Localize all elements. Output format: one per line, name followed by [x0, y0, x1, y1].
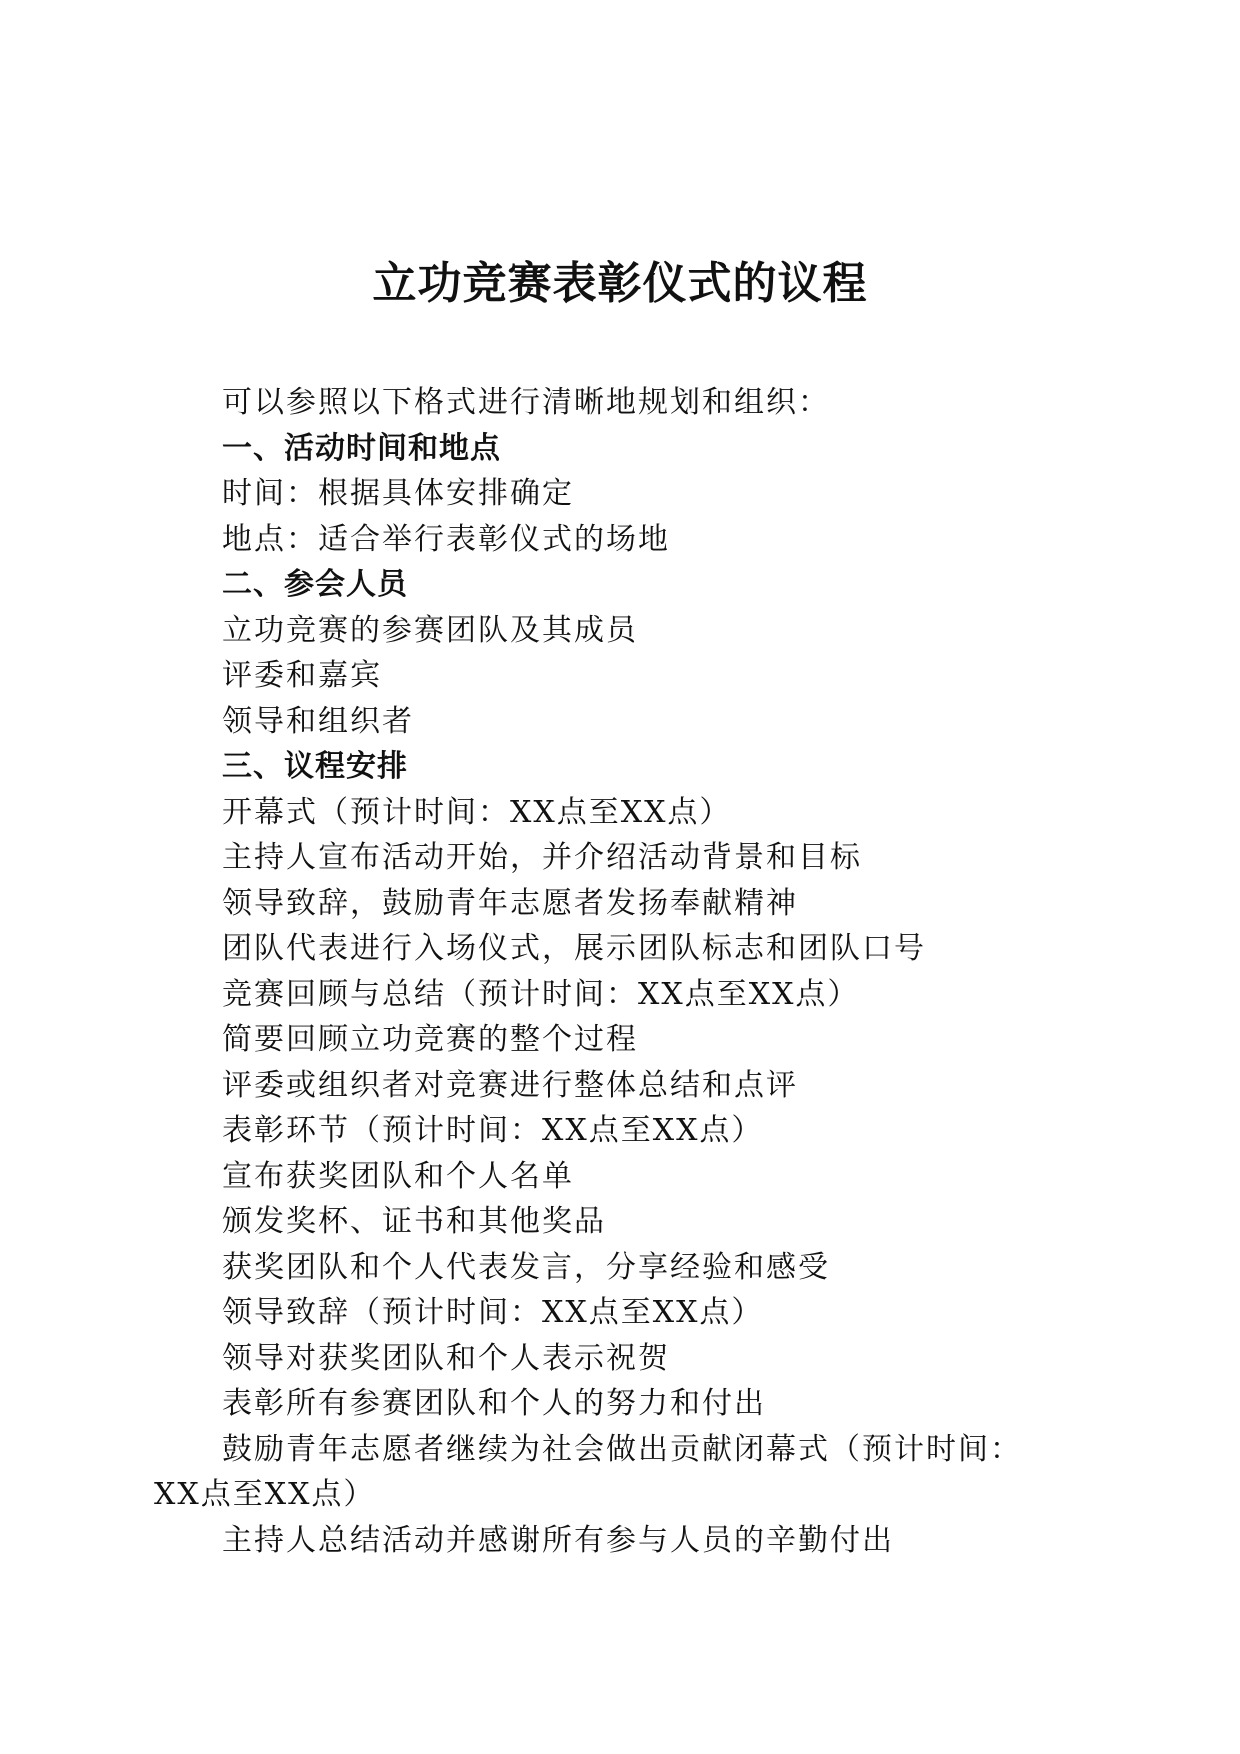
agenda-line: 开幕式（预计时间：XX点至XX点） — [222, 794, 732, 830]
wrapped-paragraph-continuation: XX点至XX点） — [154, 1477, 376, 1512]
section-heading: 三、议程安排 — [222, 749, 408, 784]
agenda-line: 评委和嘉宾 — [222, 658, 382, 693]
wrapped-paragraph — [154, 1427, 1054, 1518]
agenda-line: 竞赛回顾与总结（预计时间：XX点至XX点） — [222, 976, 860, 1012]
agenda-line: 领导致辞（预计时间：XX点至XX点） — [222, 1295, 764, 1330]
agenda-line: 领导对获奖团队和个人表示祝贺 — [222, 1340, 670, 1376]
agenda-line: 领导致辞，鼓励青年志愿者发扬奉献精神 — [222, 885, 798, 921]
agenda-line: 表彰所有参赛团队和个人的努力和付出 — [222, 1386, 766, 1421]
wrapped-paragraph-first-line: 鼓励青年志愿者继续为社会做出贡献闭幕式（预计时间： — [222, 1431, 1022, 1467]
agenda-line: 表彰环节（预计时间：XX点至XX点） — [222, 1113, 764, 1148]
agenda-line: 时间：根据具体安排确定 — [222, 476, 574, 511]
agenda-line: 地点：适合举行表彰仪式的场地 — [222, 521, 670, 557]
section-heading: 一、活动时间和地点 — [222, 430, 501, 466]
agenda-line: 团队代表进行入场仪式，展示团队标志和团队口号 — [222, 931, 926, 966]
agenda-lines — [154, 380, 1054, 1427]
agenda-line: 领导和组织者 — [222, 703, 414, 739]
agenda-line: 评委或组织者对竞赛进行整体总结和点评 — [222, 1067, 798, 1103]
document-title: 立功竞赛表彰仪式的议程 — [372, 258, 868, 309]
closing-line: 主持人总结活动并感谢所有参与人员的辛勤付出 — [222, 1522, 894, 1558]
agenda-line: 立功竞赛的参赛团队及其成员 — [222, 612, 638, 648]
document-body — [154, 380, 1054, 1563]
agenda-line: 主持人宣布活动开始，并介绍活动背景和目标 — [222, 840, 862, 875]
agenda-line: 获奖团队和个人代表发言，分享经验和感受 — [222, 1249, 830, 1285]
agenda-line: 颁发奖杯、证书和其他奖品 — [222, 1204, 606, 1239]
section-heading: 二、参会人员 — [222, 567, 408, 602]
agenda-line: 可以参照以下格式进行清晰地规划和组织： — [222, 385, 830, 420]
agenda-line: 简要回顾立功竞赛的整个过程 — [222, 1022, 638, 1057]
agenda-line: 宣布获奖团队和个人名单 — [222, 1158, 574, 1194]
